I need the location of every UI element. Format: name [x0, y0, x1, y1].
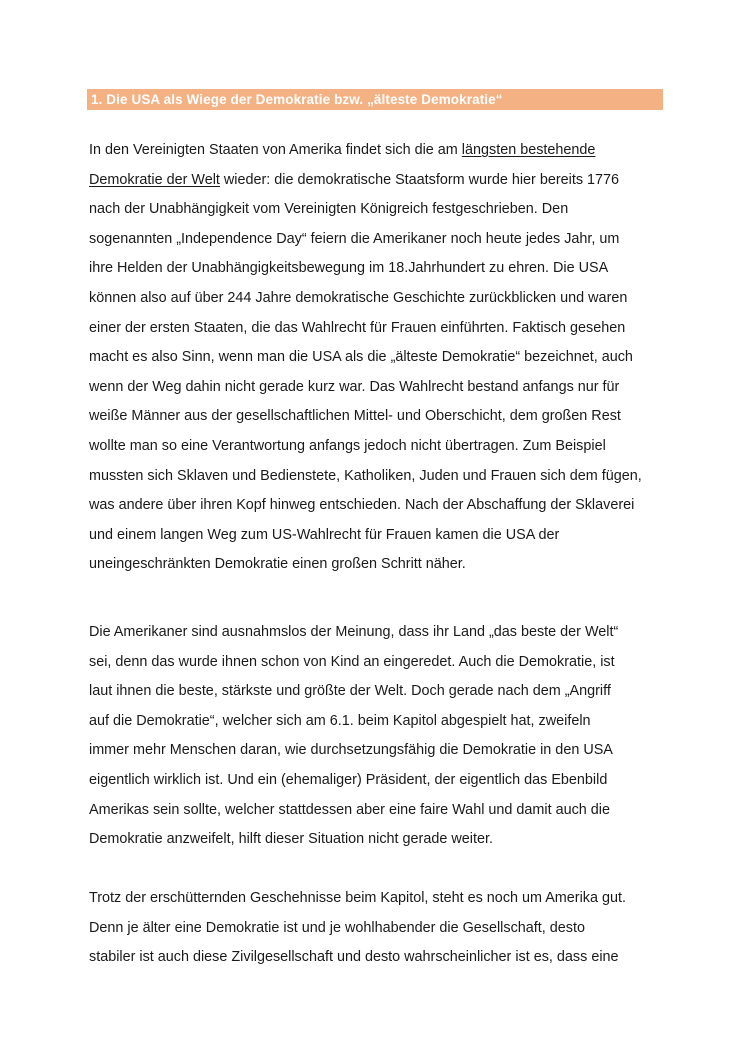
paragraph-line: einer der ersten Staaten, die das Wahlrecht für Frauen einführten. Faktisch gesehen	[89, 319, 626, 336]
paragraph-line: können also auf über 244 Jahre demokratische Geschichte zurückblicken und waren	[89, 289, 628, 306]
paragraph-line: mussten sich Sklaven und Bedienstete, Katholiken, Juden und Frauen sich dem fügen,	[89, 467, 642, 484]
paragraph-3	[89, 884, 667, 973]
paragraph-line: macht es also Sinn, wenn man die USA als die „älteste Demokratie“ bezeichnet, auch	[89, 349, 633, 366]
paragraph-line: weiße Männer aus der gesellschaftlichen Mittel- und Oberschicht, dem großen Rest	[89, 408, 621, 425]
paragraph-line: auf die Demokratie“, welcher sich am 6.1. beim Kapitol abgespielt hat, zweifeln	[89, 712, 591, 729]
paragraph-line: was andere über ihren Kopf hinweg entschieden. Nach der Abschaffung der Sklaverei	[89, 497, 635, 514]
paragraph-line: uneingeschränkten Demokratie einen großen Schritt näher.	[89, 556, 466, 573]
paragraph-line: eigentlich wirklich ist. Und ein (ehemaliger) Präsident, der eigentlich das Ebenbild	[89, 771, 608, 788]
underlined-text: Demokratie der Welt	[89, 171, 220, 188]
paragraph-line	[89, 136, 667, 166]
underlined-text: längsten bestehende	[461, 142, 596, 158]
section-heading-bar	[87, 89, 663, 110]
paragraph-line: ihre Helden der Unabhängigkeitsbewegung im 18.Jahrhundert zu ehren. Die USA	[89, 260, 609, 277]
section-heading: 1. Die USA als Wiege der Demokratie bzw. „älteste Demokratie“	[91, 92, 503, 107]
paragraph-line: immer mehr Menschen daran, wie durchsetzungsfähig die Demokratie in den USA	[89, 742, 613, 759]
paragraph-line: Amerikas sein sollte, welcher stattdessen aber eine faire Wahl und damit auch die	[89, 801, 610, 818]
paragraph-line	[89, 166, 667, 196]
paragraph-line: nach der Unabhängigkeit vom Vereinigten Königreich festgeschrieben. Den	[89, 201, 569, 218]
paragraph-line: wollte man so eine Verantwortung anfangs jedoch nicht übertragen. Zum Beispiel	[89, 437, 606, 454]
paragraph-line: wenn der Weg dahin nicht gerade kurz war. Das Wahlrecht bestand anfangs nur für	[89, 378, 620, 395]
paragraph-line: Denn je älter eine Demokratie ist und je wohlhabender die Gesellschaft, desto	[89, 919, 585, 936]
paragraph-line: Die Amerikaner sind ausnahmslos der Meinung, dass ihr Land „das beste der Welt“	[89, 624, 619, 640]
line-text: wieder: die demokratische Staatsform wurde hier bereits 1776	[219, 171, 620, 188]
paragraph-line: sogenannten „Independence Day“ feiern die Amerikaner noch heute jedes Jahr, um	[89, 230, 620, 247]
paragraph-1	[89, 136, 667, 580]
paragraph-line: sei, denn das wurde ihnen schon von Kind an eingeredet. Auch die Demokratie, ist	[89, 653, 615, 670]
paragraph-2	[89, 618, 667, 855]
paragraph-line: laut ihnen die beste, stärkste und größte der Welt. Doch gerade nach dem „Angriff	[89, 683, 611, 700]
paragraph-line: Trotz der erschütternden Geschehnisse beim Kapitol, steht es noch um Amerika gut.	[89, 890, 626, 906]
line-text: In den Vereinigten Staaten von Amerika findet sich die am	[89, 142, 462, 158]
paragraph-line: stabiler ist auch diese Zivilgesellschaft und desto wahrscheinlicher ist es, dass eine	[89, 949, 619, 966]
paragraph-line: Demokratie anzweifelt, hilft dieser Situation nicht gerade weiter.	[89, 831, 493, 848]
paragraph-line: und einem langen Weg zum US-Wahlrecht für Frauen kamen die USA der	[89, 526, 560, 543]
